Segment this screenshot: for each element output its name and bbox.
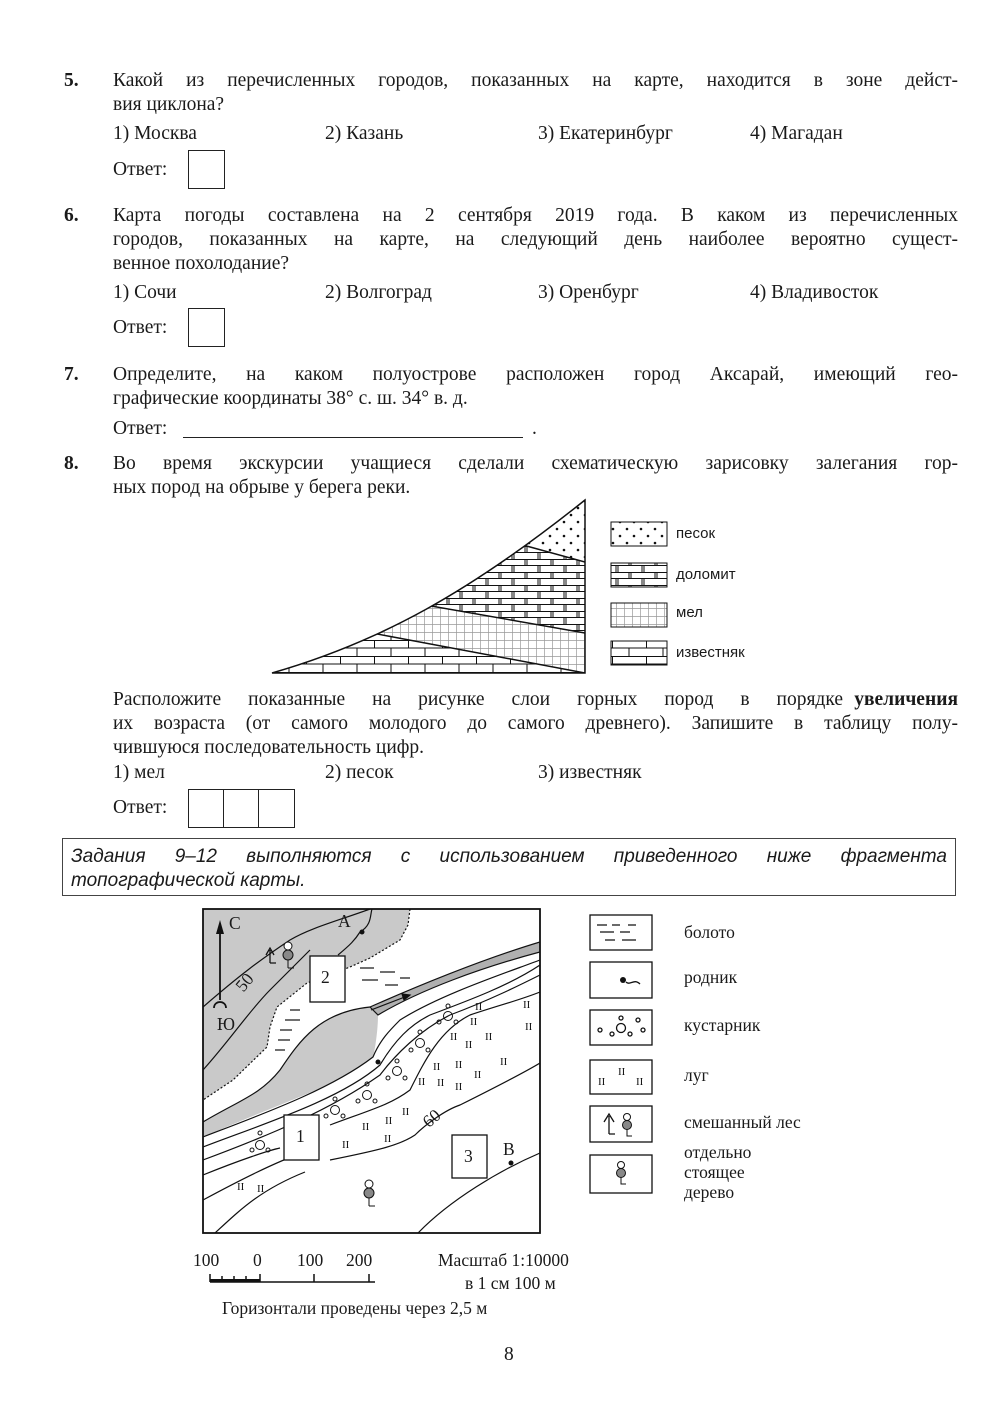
svg-text:II: II bbox=[475, 1001, 483, 1013]
scale-tick: 100 bbox=[297, 1250, 324, 1270]
svg-text:II: II bbox=[450, 1031, 458, 1043]
answer-line[interactable] bbox=[183, 437, 523, 438]
map-legend-symbols bbox=[588, 912, 656, 1197]
legend-shrub: кустарник bbox=[684, 1015, 761, 1035]
answer-cell-2[interactable] bbox=[223, 789, 260, 828]
question-number: 6. bbox=[64, 205, 79, 226]
instructions-line: Задания 9–12 выполняются с использованием приведенного ниже фрагмента bbox=[71, 846, 947, 867]
svg-text:II: II bbox=[437, 1077, 445, 1089]
svg-text:II: II bbox=[618, 1066, 626, 1078]
map-box-2: 2 bbox=[321, 967, 330, 987]
legend-swamp: болото bbox=[684, 922, 735, 942]
task-text-bold: увеличения bbox=[854, 689, 958, 710]
svg-text:II: II bbox=[500, 1056, 508, 1068]
svg-text:II: II bbox=[455, 1081, 463, 1093]
map-box-1: 1 bbox=[296, 1126, 305, 1146]
option: 4) Магадан bbox=[750, 123, 843, 144]
page-number: 8 bbox=[504, 1344, 514, 1365]
task-text: чившуюся последовательность цифр. bbox=[113, 737, 425, 758]
question-text: Какой из перечисленных городов, показанных на карте, находится в зоне дейст- bbox=[113, 70, 958, 91]
svg-text:II: II bbox=[470, 1016, 478, 1028]
question-number: 5. bbox=[64, 70, 79, 91]
answer-end: . bbox=[532, 418, 537, 439]
scale-bar bbox=[205, 1270, 385, 1286]
option: 3) Оренбург bbox=[538, 282, 639, 303]
option: 2) Казань bbox=[325, 123, 404, 144]
question-text: Во время экскурсии учащиеся сделали схематическую зарисовку залегания гор- bbox=[113, 453, 958, 474]
legend-sand: песок bbox=[676, 525, 716, 542]
legend-single-tree: стоящее bbox=[684, 1162, 745, 1182]
option: 3) Екатеринбург bbox=[538, 123, 673, 144]
legend-mixed-forest: смешанный лес bbox=[684, 1112, 801, 1132]
scale-title: Масштаб 1:10000 bbox=[438, 1250, 569, 1270]
legend-meadow: луг bbox=[684, 1065, 709, 1085]
point-a-label: А bbox=[338, 911, 351, 931]
contour-label-60: 60 bbox=[418, 1104, 445, 1132]
option: 1) Москва bbox=[113, 123, 197, 144]
contour-interval-note: Горизонтали проведены через 2,5 м bbox=[222, 1298, 488, 1318]
option: 2) Волгоград bbox=[325, 282, 432, 303]
task-text: Расположите показанные на рисунке слои горных пород в порядке bbox=[113, 689, 843, 710]
question-number: 7. bbox=[64, 364, 79, 385]
svg-text:II: II bbox=[474, 1069, 482, 1081]
option: 1) Сочи bbox=[113, 282, 177, 303]
answer-label: Ответ: bbox=[113, 418, 168, 439]
legend-single-tree: отдельно bbox=[684, 1142, 752, 1162]
tree-icon bbox=[364, 1180, 375, 1206]
svg-text:II: II bbox=[485, 1031, 493, 1043]
answer-label: Ответ: bbox=[113, 317, 168, 338]
svg-text:II: II bbox=[418, 1076, 426, 1088]
question-text: ных пород на обрыве у берега реки. bbox=[113, 477, 411, 498]
scale-tick: 200 bbox=[346, 1250, 373, 1270]
svg-text:II: II bbox=[523, 999, 531, 1011]
legend-limestone: известняк bbox=[676, 644, 745, 661]
legend-spring: родник bbox=[684, 967, 738, 987]
answer-box[interactable] bbox=[188, 308, 225, 347]
svg-text:II: II bbox=[237, 1181, 245, 1193]
legend-dolomite: доломит bbox=[676, 566, 736, 583]
map-box-3: 3 bbox=[464, 1146, 473, 1166]
svg-text:II: II bbox=[342, 1139, 350, 1151]
svg-text:II: II bbox=[384, 1133, 392, 1145]
question-text: Определите, на каком полуострове расположен город Аксарай, имеющий гео- bbox=[113, 364, 958, 385]
answer-label: Ответ: bbox=[113, 159, 168, 180]
svg-text:II: II bbox=[402, 1106, 410, 1118]
option: 2) песок bbox=[325, 762, 394, 783]
scale-tick: 0 bbox=[253, 1250, 262, 1270]
instructions-line: топографической карты. bbox=[71, 870, 306, 891]
svg-text:II: II bbox=[455, 1059, 463, 1071]
legend-single-tree: дерево bbox=[684, 1182, 735, 1202]
question-text: графические координаты 38° с. ш. 34° в. д. bbox=[113, 388, 468, 409]
north-label: С bbox=[229, 913, 241, 933]
rock-layers-diagram bbox=[260, 495, 680, 680]
svg-text:II: II bbox=[465, 1039, 473, 1051]
scale-subtitle: в 1 см 100 м bbox=[465, 1273, 556, 1293]
legend-chalk: мел bbox=[676, 604, 703, 621]
contour-label-50: 50 bbox=[231, 969, 258, 996]
svg-text:II: II bbox=[433, 1061, 441, 1073]
answer-cell-3[interactable] bbox=[258, 789, 295, 828]
svg-text:II: II bbox=[257, 1183, 265, 1195]
point-b-label: В bbox=[503, 1139, 515, 1159]
answer-cell-1[interactable] bbox=[188, 789, 225, 828]
svg-text:II: II bbox=[362, 1121, 370, 1133]
option: 3) известняк bbox=[538, 762, 642, 783]
svg-text:II: II bbox=[525, 1021, 533, 1033]
answer-box[interactable] bbox=[188, 150, 225, 189]
task-text: их возраста (от самого молодого до самого древнего). Запишите в таблицу полу- bbox=[113, 713, 958, 734]
question-text: городов, показанных на карте, на следующий день наиболее вероятно сущест- bbox=[113, 229, 958, 250]
topographic-map bbox=[200, 905, 545, 1240]
svg-text:II: II bbox=[598, 1076, 606, 1088]
svg-text:II: II bbox=[385, 1115, 393, 1127]
question-text: венное похолодание? bbox=[113, 253, 290, 274]
svg-text:II: II bbox=[636, 1076, 644, 1088]
scale-tick: 100 bbox=[193, 1250, 220, 1270]
south-label: Ю bbox=[217, 1014, 235, 1034]
question-number: 8. bbox=[64, 453, 79, 474]
option: 1) мел bbox=[113, 762, 165, 783]
question-text: Карта погоды составлена на 2 сентября 2019 года. В каком из перечисленных bbox=[113, 205, 958, 226]
option: 4) Владивосток bbox=[750, 282, 879, 303]
question-text: вия циклона? bbox=[113, 94, 225, 115]
answer-label: Ответ: bbox=[113, 797, 168, 818]
